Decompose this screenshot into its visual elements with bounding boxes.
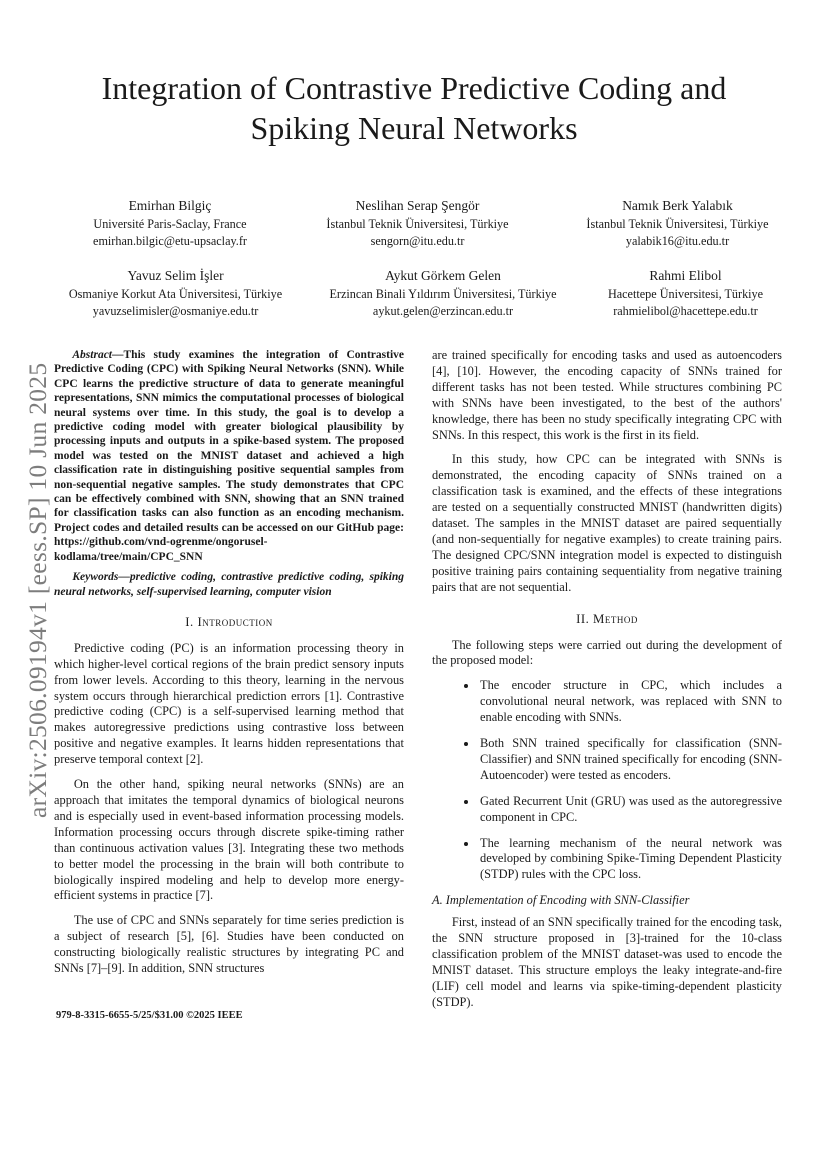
author-email[interactable]: aykut.gelen@erzincan.edu.tr <box>372 303 514 318</box>
paper-title: Integration of Contrastive Predictive Coding and Spiking Neural Networks <box>101 70 727 146</box>
section-heading-introduction: I. Introduction <box>185 614 273 629</box>
list-item: • The encoder structure in CPC, which includes a convolutional neural network, was replaced with SNN to enable encoding with SNNs. <box>478 678 782 726</box>
method-intro: The following steps were carried out during the development of the proposed model: <box>432 637 782 668</box>
author-block <box>303 266 583 319</box>
list-item: • Gated Recurrent Unit (GRU) was used as the autoregressive component in CPC. <box>478 794 782 826</box>
author-block <box>48 266 303 319</box>
author-row-2 <box>60 266 800 319</box>
author-email[interactable]: emirhan.bilgic@etu-upsaclay.fr <box>93 233 247 248</box>
author-email[interactable]: yavuzselimisler@osmaniye.edu.tr <box>92 303 259 318</box>
author-affiliation: İstanbul Teknik Üniversitesi, Türkiye <box>586 217 769 231</box>
author-block <box>280 196 555 249</box>
intro-paragraph-4: are trained specifically for encoding tasks and used as autoencoders [4], [10]. However, the encoding capacity of SNNs trained for different tasks has not been tested. While structures combining PC with SNNs have been investigated, to the best of the authors' knowledge, there has been no study specifically integrating CPC with SNNs. In this respect, this work is the first in its field. <box>432 348 782 442</box>
author-block <box>583 266 788 319</box>
author-row-1 <box>60 196 800 249</box>
author-email[interactable]: rahmielibol@hacettepe.edu.tr <box>613 303 758 318</box>
section-heading-method: II. Method <box>576 611 638 626</box>
method-steps-list <box>432 678 782 883</box>
author-affiliation: Université Paris-Saclay, France <box>93 217 247 231</box>
author-name: Rahmi Elibol <box>649 268 722 283</box>
author-name: Aykut Görkem Gelen <box>385 268 501 283</box>
author-block <box>60 196 280 249</box>
author-block <box>555 196 800 249</box>
author-email[interactable]: yalabik16@itu.edu.tr <box>625 233 730 248</box>
author-affiliation: İstanbul Teknik Üniversitesi, Türkiye <box>326 217 509 231</box>
intro-paragraph-1: Predictive coding (PC) is an information processing theory in which higher-level cortical regions of the brain predict sensory inputs from lower levels. According to this theory, learning in the nervous system occurs through hierarchical prediction errors [1]. Contrastive predictive coding (CPC) is a self-supervised learning method that makes autoregressive predictions using contrastive loss between positive and negative examples. It learns hidden representations that preserve temporal context [2]. <box>54 640 404 767</box>
abstract-text: This study examines the integration of Contrastive Predictive Coding (CPC) with Spiking Neural Networks (SNN). While CPC learns the predictive structure of data to generate meaningful representations, SNN mimics the computational processes of biological neural systems over time. In this study, the goal is to develop a predictive coding model with greater biological plausibility by processing inputs and outputs in a spike-based system. The proposed model was tested on the MNIST dataset and achieved a high classification rate in distinguishing positive sequential samples from non-sequential negative samples. The study demonstrates that CPC can be effectively combined with SNN, showing that an SNN trained for classification tasks can also function as an encoding mechanism. Project codes and detailed results can be accessed on our GitHub page: https://github.com/vnd-ogrenme/ongorusel-kodlama/tree/main/CPC_SNN <box>54 349 404 563</box>
intro-paragraph-2: On the other hand, spiking neural networks (SNNs) are an approach that imitates the temporal dynamics of biological neurons and is especially used in event-based information processing models. Information processing occurs through discrete spike-timing rather than continuous activation values [3]. Integrating these two methods to better model the processing in the brain will both contribute to biologically inspired modeling and help to develop more energy-efficient systems in practice [7]. <box>54 777 404 903</box>
copyright-notice: 979-8-3315-6655-5/25/$31.00 ©2025 IEEE <box>56 1010 243 1021</box>
abstract-lead: Abstract— <box>72 349 124 361</box>
keywords: Keywords—predictive coding, contrastive predictive coding, spiking neural networks, self-supervised learning, computer vision <box>54 571 404 598</box>
author-name: Emirhan Bilgiç <box>128 198 212 213</box>
right-column <box>432 348 782 1020</box>
author-affiliation: Hacettepe Üniversitesi, Türkiye <box>607 287 764 301</box>
abstract <box>54 348 404 564</box>
author-affiliation: Osmaniye Korkut Ata Üniversitesi, Türkiye <box>68 287 283 301</box>
author-affiliation: Erzincan Binali Yıldırım Üniversitesi, Türkiye <box>329 287 557 301</box>
intro-paragraph-3: The use of CPC and SNNs separately for time series prediction is a subject of research [5], [6]. Studies have been conducted on constructing biologically realistic structures by integrating PC and SNNs [7]–[9]. In addition, SNN structures <box>54 913 404 976</box>
author-name: Yavuz Selim İşler <box>127 268 224 283</box>
left-column <box>54 348 404 986</box>
author-name: Namık Berk Yalabık <box>622 198 733 213</box>
subsection-a-paragraph: First, instead of an SNN specifically trained for the encoding task, the SNN structure proposed in [3]-trained for the 10-class classification problem of the MNIST dataset-was used to encode the MNIST dataset. This structure employs the leaky integrate-and-fire (LIF) cell model and learns via spike-timing-dependent plasticity (STDP). <box>432 915 782 1009</box>
intro-paragraph-5: In this study, how CPC can be integrated with SNNs is demonstrated, the encoding capacity of SNNs trained on a classification task is examined, and the effects of these integrations are tested on a sequentially constructed MNIST (handwritten digits) dataset. The samples in the MNIST dataset are paired sequentially (and non-sequentially for negative examples) to create training pairs. The designed CPC/SNN integration model is expected to distinguish positive training pairs containing sequentiality from negative training pairs that are not sequential. <box>432 452 782 594</box>
author-name: Neslihan Serap Şengör <box>355 198 480 213</box>
list-item: • The learning mechanism of the neural network was developed by combining Spike-Timing Dependent Plasticity (STDP) rules with the CPC loss. <box>478 836 782 884</box>
list-item: • Both SNN trained specifically for classification (SNN-Classifier) and SNN trained specifically for encoding (SNN-Autoencoder) were tested as encoders. <box>478 736 782 784</box>
author-email[interactable]: sengorn@itu.edu.tr <box>370 233 465 248</box>
arxiv-identifier: arXiv:2506.09194v1 [eess.SP] 10 Jun 2025 <box>23 362 52 818</box>
subsection-heading-a: A. Implementation of Encoding with SNN-Classifier <box>432 893 690 908</box>
